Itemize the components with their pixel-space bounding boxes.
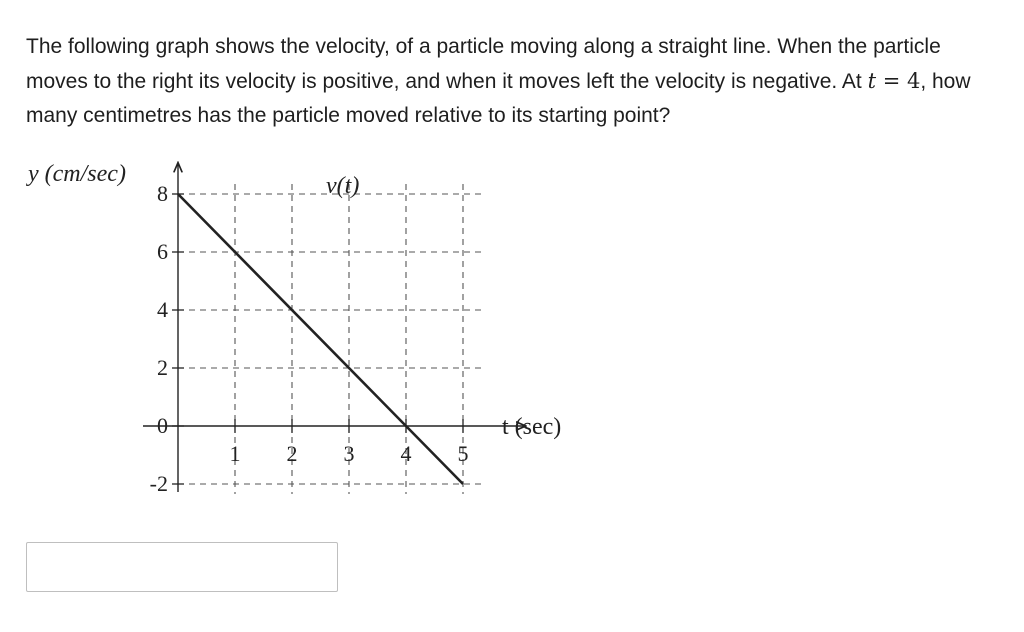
x-tick-label-3: 3 [343,441,355,466]
math-value: = 4 [876,69,921,93]
x-tick-label-2: 2 [286,441,298,466]
y-tick-label-8: 8 [157,181,168,206]
math-variable: t [867,69,877,93]
x-axis-label: t (sec) [502,414,562,440]
answer-input[interactable] [26,542,338,592]
tick-labels [150,181,469,496]
x-tick-label-1: 1 [229,441,241,466]
y-tick-label-6: 6 [157,239,168,264]
math-t-equals-4 [868,69,921,93]
y-tick-label-4: 4 [157,297,168,322]
series-layer [178,194,463,484]
series-line-v-t- [178,194,463,484]
question-text-part1: The following graph shows the velocity, of a particle moving along a straight line. When the particle moves to the right its velocity is positive, and when it moves left the velocity is negative. At [26,35,941,93]
y-axis-label: y (cm/sec) [28,161,126,187]
y-tick-label-neg2: -2 [149,471,168,496]
velocity-graph [20,148,620,508]
x-tick-label-4: 4 [400,441,412,466]
question-text [26,30,1001,133]
y-tick-label-2: 2 [157,355,168,380]
y-tick-label-0: 0 [157,413,168,438]
x-tick-label-5: 5 [457,441,469,466]
question-text-part2: , how many centimetres has the particle moved relative to its starting point? [26,70,971,127]
series-label-v-of-t: v(t) [326,173,360,199]
grid-lines [178,184,484,494]
